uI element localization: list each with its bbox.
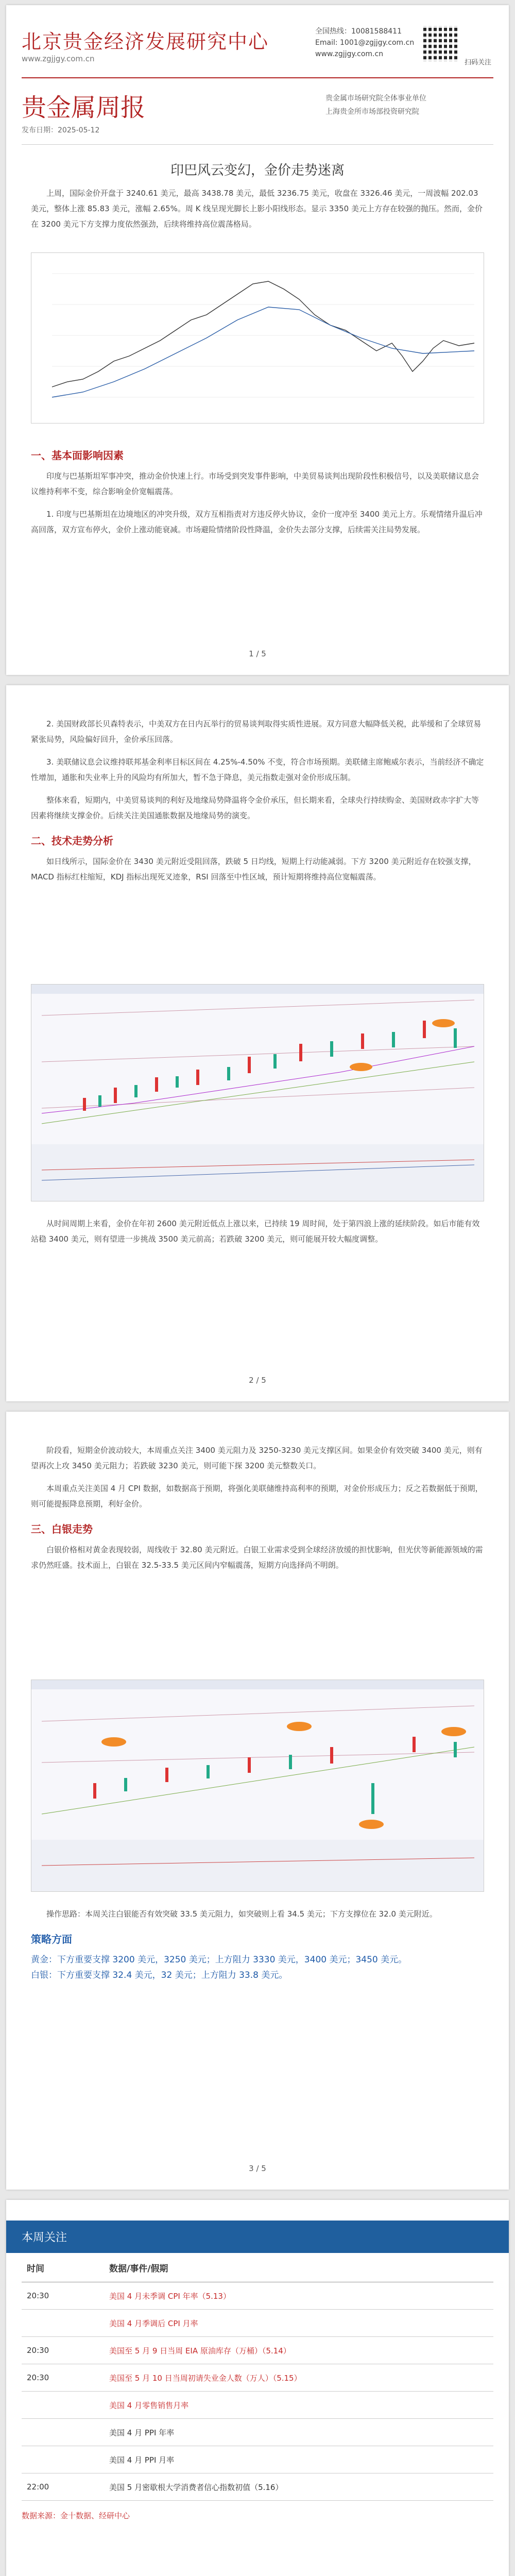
header-divider (22, 77, 493, 78)
events-source: 数据来源：金十数据、经研中心 (22, 2511, 130, 2520)
body-paragraph: 阶段看，短期金价波动较大，本周重点关注 3400 美元阻力及 3250-3230 美元支撑区间。如果金价有效突破 3400 美元，则有望再次上攻 3450 美元阻力；若跌破 3230 美元，则可能下探 3200 美元整数关口。 (31, 1446, 483, 1470)
title-divider (22, 144, 493, 145)
event-row (22, 2446, 493, 2473)
publish-date: 发布日期：2025-05-12 (22, 126, 100, 134)
body-paragraph: 如日线所示，国际金价在 3430 美元附近受阻回落，跌破 5 日均线，短期上行动能减弱。下方 3200 美元附近存在较强支撑，MACD 指标红柱缩短，KDJ 指标出现死叉迹象，RSI 回落至中性区域，预计短期将维持高位宽幅震荡。 (31, 857, 476, 882)
page-number: 3 / 5 (249, 2164, 266, 2173)
event-name: 美国 4 月 PPI 月率 (104, 2446, 493, 2473)
event-row (22, 2364, 493, 2392)
event-name: 美国 5 月密歇根大学消费者信心指数初值（5.16） (104, 2473, 493, 2501)
event-row (22, 2337, 493, 2364)
body-paragraph: 1. 印度与巴基斯坦在边境地区的冲突升级，双方互相指责对方违反停火协议，金价一度冲至 3400 美元上方。乐观情绪升温后冲高回落，双方宣布停火，金价上涨动能衰减。市场避险情绪阶段性降温，金价失去部分支撑，后续需关注局势发展。 (31, 510, 483, 534)
event-name: 美国至 5 月 10 日当周初请失业金人数（万人）（5.15） (104, 2364, 493, 2392)
event-time: 20:30 (22, 2337, 104, 2364)
page-number: 2 / 5 (249, 1376, 266, 1385)
report-page-3 (6, 1412, 509, 2190)
body-paragraph: 印度与巴基斯坦军事冲突，推动金价快速上行。市场受到突发事件影响，中美贸易谈判出现阶段性积极信号，以及美联储议息会议维持利率不变，综合影响金价宽幅震荡。 (31, 471, 479, 496)
event-name: 美国 4 月零售销售月率 (104, 2392, 493, 2419)
body-paragraph: 本周重点关注美国 4 月 CPI 数据，如数据高于预期，将强化美联储维持高利率的预期，对金价形成压力；反之若数据低于预期，则可能提振降息预期，利好金价。 (31, 1484, 483, 1509)
contact-email: Email: 1001@zgjjgy.com.cn (315, 39, 415, 47)
event-name: 美国至 5 月 9 日当周 EIA 原油库存（万桶）（5.14） (104, 2337, 493, 2364)
article-title: 印巴风云变幻，金价走势迷离 (170, 163, 345, 178)
silver-kline-svg (31, 1680, 484, 1891)
org-website[interactable]: www.zgjjgy.com.cn (22, 54, 95, 63)
report-page-1 (6, 5, 509, 675)
event-row (22, 2310, 493, 2337)
event-time (22, 2419, 104, 2446)
gold-strategy: 黄金：下方重要支撑 3200 美元，3250 美元；上方阻力 3330 美元，3400 美元；3450 美元。 (31, 1955, 407, 1965)
report-page-4 (6, 2200, 509, 2576)
event-row (22, 2392, 493, 2419)
events-table (22, 2253, 493, 2501)
department-block (325, 92, 426, 118)
event-name: 美国 4 月 PPI 年率 (104, 2419, 493, 2446)
events-col-time: 时间 (22, 2253, 104, 2282)
gold-daily-kline-chart (31, 984, 484, 1201)
event-row (22, 2473, 493, 2501)
department-line: 上海贵金所市场部投资研究院 (325, 108, 419, 116)
qr-caption: 扫码关注 (465, 59, 492, 66)
body-paragraph: 整体来看，短期内，中美贸易谈判的利好及地缘局势降温将令金价承压，但长期来看，全球央行持续购金、美国财政赤字扩大等因素将继续支撑金价。后续关注美国通胀数据及地缘局势的演变。 (31, 795, 479, 820)
event-time: 20:30 (22, 2364, 104, 2392)
intro-paragraph: 上周，国际金价开盘于 3240.61 美元，最高 3438.78 美元，最低 3236.75 美元，收盘在 3326.46 美元，一周波幅 202.03 美元，整体上涨 85.83 美元，涨幅 2.65%。周 K 线呈现光脚长上影小阳线形态。显示 3350 美元上方存在较强的抛压。然而，金价在 3200 美元下方支撑力度依然强劲，后续将维持高位震荡格局。 (31, 189, 483, 229)
contact-block (315, 26, 414, 60)
event-time (22, 2310, 104, 2337)
report-brand-title: 贵金属周报 (22, 93, 146, 122)
org-name: 北京贵金经济发展研究中心 (22, 30, 269, 53)
events-section (6, 2221, 509, 2521)
events-col-event: 数据/事件/假期 (104, 2253, 493, 2282)
strategy-title: 策略方面 (31, 1933, 72, 1945)
department-line: 贵金属市场研究院全体事业单位 (325, 94, 426, 103)
qr-code-overlay (423, 26, 459, 62)
contact-web: www.zgjjgy.com.cn (315, 50, 384, 58)
event-name: 美国 4 月季调后 CPI 月率 (104, 2310, 493, 2337)
body-paragraph: 2. 美国财政部长贝森特表示，中美双方在日内瓦举行的贸易谈判取得实质性进展。双方同意大幅降低关税，此举缓和了全球贸易紧张局势，风险偏好回升，金价承压回落。 (31, 719, 482, 744)
page-number: 1 / 5 (249, 649, 266, 658)
report-page-2 (6, 685, 509, 1401)
body-paragraph: 操作思路：本周关注白银能否有效突破 33.5 美元阻力，如突破则上看 34.5 美元；下方支撑位在 32.0 美元附近。 (46, 1909, 437, 1919)
body-paragraph: 3. 美联储议息会议维持联邦基金利率目标区间在 4.25%-4.50% 不变，符合市场预期。美联储主席鲍威尔表示，当前经济不确定性增加，通胀和失业率上升的风险均有所加大，暂不急于降息，美元指数走强对金价形成压制。 (31, 757, 484, 782)
kline-svg (31, 985, 484, 1201)
body-paragraph: 从时间周期上来看，金价在年初 2600 美元附近低点上涨以来，已持续 19 周时间，处于第四浪上涨的延续阶段。如后市能有效站稳 3400 美元，则有望进一步挑战 3500 美元前高；若跌破 3200 美元，则可能展开较大幅度调整。 (31, 1219, 480, 1244)
events-banner: 本周关注 (6, 2221, 509, 2253)
contact-phone: 全国热线：10081588411 (315, 27, 402, 36)
event-row (22, 2282, 493, 2310)
event-row (22, 2419, 493, 2446)
silver-daily-kline-chart (31, 1680, 484, 1892)
event-time (22, 2392, 104, 2419)
event-time: 20:30 (22, 2282, 104, 2310)
gold-weekly-chart (31, 252, 484, 423)
body-paragraph: 白银价格相对黄金表现较弱，周线收于 32.80 美元附近。白银工业需求受到全球经济放缓的担忧影响，但光伏等新能源领域的需求仍然旺盛。技术面上，白银在 32.5-33.5 美元区间内窄幅震荡，短期方向选择尚不明朗。 (31, 1545, 483, 1570)
section-title: 二、技术走势分析 (31, 835, 113, 847)
silver-strategy: 白银：下方重要支撑 32.4 美元，32 美元；上方阻力 33.8 美元。 (31, 1970, 288, 1980)
section-title: 一、基本面影响因素 (31, 449, 124, 462)
event-time: 22:00 (22, 2473, 104, 2501)
gold-chart-svg (31, 253, 484, 423)
section-title: 三、白银走势 (31, 1523, 93, 1535)
event-time (22, 2446, 104, 2473)
event-name: 美国 4 月未季调 CPI 年率（5.13） (104, 2282, 493, 2310)
